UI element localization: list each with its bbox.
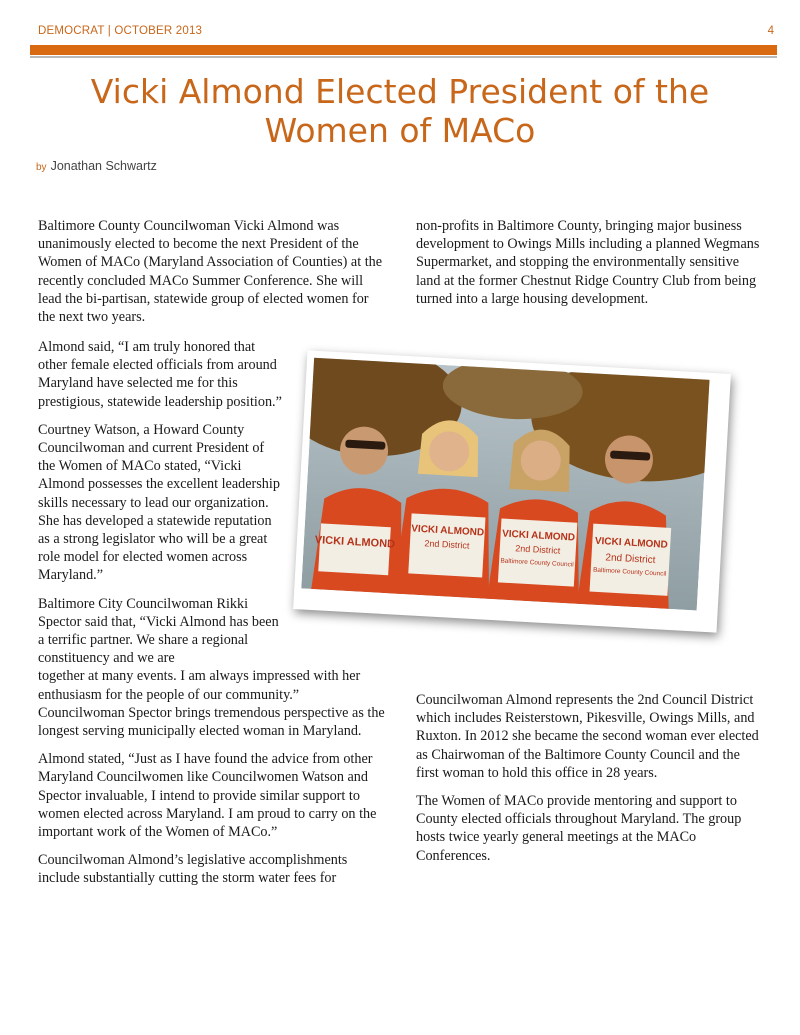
shirt-text-4-sub: 2nd District [605, 552, 656, 567]
shirt-sign-1 [313, 523, 396, 575]
photo-illustration [301, 358, 709, 611]
paragraph-7: non-profits in Baltimore County, bringing major business development to Owings Mills including a planned Wegmans Supermarket, and stopping the environmentally sensitive land at the former Chestnut Ridge Country Club from being turned into a large housing development. [416, 218, 760, 307]
shirt-sign-2 [408, 513, 485, 577]
shirt-sign-4 [590, 524, 672, 596]
publication-header: DEMOCRAT | OCTOBER 2013 [38, 25, 203, 37]
title-line-1: Vicki Almond Elected President of the [90, 72, 710, 111]
shirt-text-2: VICKI ALMOND [410, 523, 485, 539]
shirt-sign-3 [498, 518, 577, 586]
shirt-text-3-sub: 2nd District [515, 543, 561, 556]
paragraph-4-wide: together at many events. I am always impressed with her enthusiasm for the people of our community.” Councilwoman Spector brings tremendous perspective as the longest serving municipally elected woman in Maryland. [38, 668, 385, 740]
article-title [30, 72, 770, 150]
paragraph-4-narrow: Baltimore City Councilwoman Rikki Spector said that, “Vicki Almond has been a terrific partner. We share a regional constituency and we are [38, 595, 279, 667]
paragraph-9: The Women of MACo provide mentoring and support to County elected officials throughout Maryland. The group hosts twice yearly general meetings at the MACo Conferences. [416, 793, 742, 864]
byline-prefix: by [36, 162, 47, 173]
shirt-text-2-sub: 2nd District [424, 538, 470, 551]
byline [36, 159, 157, 173]
header-rule-gray [30, 56, 777, 58]
shirt-text-3: VICKI ALMOND [501, 528, 576, 544]
paragraph-1: Baltimore County Councilwoman Vicki Almond was unanimously elected to become the next President of the Women of MACo (Maryland Association of Counties) at the recently concluded MACo Summer Conference. She will lead the bi-partisan, statewide group of elected women for the next two years. [38, 218, 383, 326]
author-name: Jonathan Schwartz [50, 159, 157, 173]
shirt-text-1: VICKI ALMOND [314, 534, 396, 551]
header-rule-orange [30, 45, 777, 55]
shirt-text-3-small: Baltimore County Council [500, 557, 574, 569]
paragraph-8: Councilwoman Almond represents the 2nd Council District which includes Reisterstown, Pikesville, Owings Mills, and Ruxton. In 2012 she became the second woman ever elected as Chairwoman of the Baltimore County Council and the first woman to hold this office in 28 years. [416, 692, 759, 781]
shirt-text-4: VICKI ALMOND [594, 535, 669, 551]
paragraph-3: Courtney Watson, a Howard County Councilwoman and current President of the Women of MACo stated, “Vicki Almond possesses the excellent leadership skills necessary to lead our organization. She has developed a statewide reputation as a strong legislator who will be a great role model for elected women across Maryland.” [38, 421, 280, 584]
paragraph-5: Almond stated, “Just as I have found the advice from other Maryland Councilwomen like Councilwomen Watson and Spector invaluable, I intend to provide similar support to women elected across Maryland. I am proud to carry on the important work of the Women of MACo.” [38, 751, 377, 841]
shirt-text-4-small: Baltimore County Council [592, 566, 667, 578]
title-line-2: Women of MACo [264, 111, 536, 150]
paragraph-6: Councilwoman Almond’s legislative accomplishments include substantially cutting the storm water fees for [38, 852, 348, 887]
column-right [416, 691, 766, 875]
page-number: 4 [767, 25, 774, 37]
paragraph-2: Almond said, “I am truly honored that other female elected officials from around Maryland have selected me for this prestigious, statewide leadership position.” [38, 339, 282, 410]
column-right-top [416, 217, 766, 318]
paragraph-4 [38, 595, 386, 741]
column-left-top [38, 217, 386, 336]
campaign-photo [293, 350, 731, 632]
